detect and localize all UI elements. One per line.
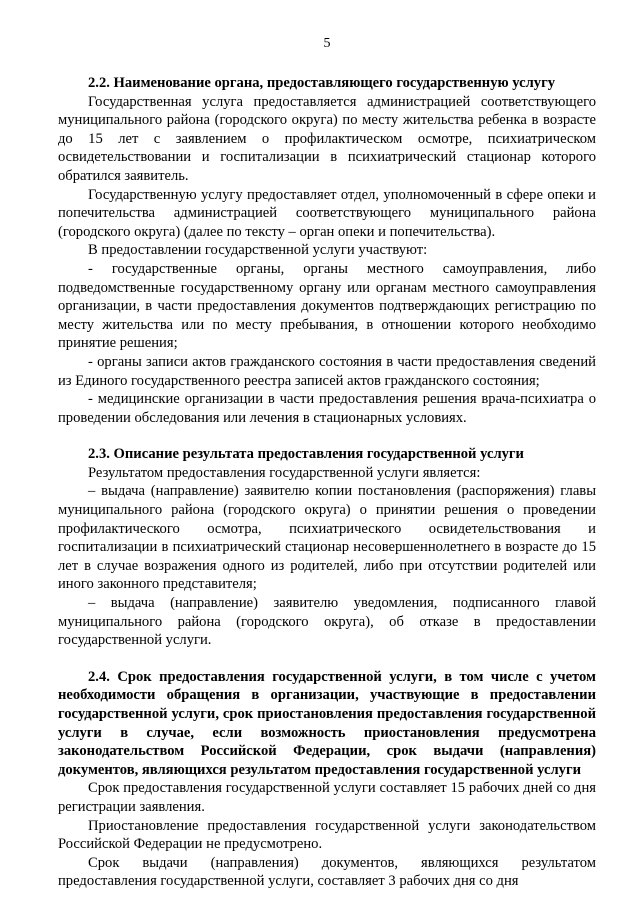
section-heading: 2.2. Наименование органа, предоставляющего государственную услугу bbox=[88, 75, 556, 91]
list-item: – выдача (направление) заявителю копии постановления (распоряжения) главы муниципального района (городского округа) о принятии решения о проведении профилактического осмотра, психиатрического освидетельствования и госпитализации в психиатрический стационар несовершеннолетнего в возрасте до 15 лет в случае возражения одного из родителей, либо при отсутствии родителей или иного законного представителя; bbox=[58, 483, 596, 593]
section-spacer bbox=[58, 427, 596, 445]
list-item: - медицинские организации в части предоставления решения врача-психиатра о проведении обследования или лечения в стационарных условиях. bbox=[58, 391, 596, 426]
document-page bbox=[58, 0, 596, 891]
paragraph: Срок предоставления государственной услуги составляет 15 рабочих дней со дня регистрации заявления. bbox=[58, 780, 596, 815]
section-2-4 bbox=[58, 668, 596, 891]
list-item: - государственные органы, органы местного самоуправления, либо подведомственные государственному органу или органам местного самоуправления организации, в части предоставления документов подтверждающих регистрацию по месту жительства или по месту пребывания, в отношении которого необходимо принятие решения; bbox=[58, 260, 596, 352]
paragraph: В предоставлении государственной услуги участвуют: bbox=[88, 242, 428, 259]
section-heading: 2.3. Описание результата предоставления государственной услуги bbox=[88, 446, 524, 463]
list-item: - органы записи актов гражданского состояния в части предоставления сведений из Единого государственного реестра записей актов гражданского состояния; bbox=[58, 353, 596, 389]
paragraph: Приостановление предоставления государственной услуги законодательством Российской Федерации не предусмотрено. bbox=[58, 817, 596, 853]
paragraph: Государственную услугу предоставляет отдел, уполномоченный в сфере опеки и попечительства администрацией соответствующего муниципального района (городского округа) (далее по тексту – орган опеки и попечительства). bbox=[58, 186, 596, 240]
section-spacer bbox=[58, 650, 596, 668]
paragraph: Результатом предоставления государственной услуги является: bbox=[88, 464, 481, 481]
section-2-3 bbox=[58, 445, 596, 650]
paragraph: Государственная услуга предоставляется администрацией соответствующего муниципального района (городского округа) по месту жительства ребенка в возрасте до 15 лет с заявлением о профилактическом осмотре, психиатрическом освидетельствовании и госпитализации в психиатрический стационар которого обратился заявитель. bbox=[58, 93, 596, 184]
page-number: 5 bbox=[323, 36, 331, 51]
section-2-2 bbox=[58, 74, 596, 427]
list-item: – выдача (направление) заявителю уведомления, подписанного главой муниципального района (городского округа), об отказе в предоставлении государственной услуги. bbox=[58, 595, 596, 649]
paragraph: Срок выдачи (направления) документов, являющихся результатом предоставления государственной услуги, составляет 3 рабочих дня со дня bbox=[58, 854, 596, 890]
section-heading: 2.4. Срок предоставления государственной услуги, в том числе с учетом необходимости обращения в организации, участвующие в предоставлении государственной услуги, срок приостановления предоставления государственной услуги в случае, если возможность приостановления предусмотрена законодательством Российской Федерации, срок выдачи (направления) документов, являющихся результатом предоставления государственной услуги bbox=[58, 668, 596, 778]
